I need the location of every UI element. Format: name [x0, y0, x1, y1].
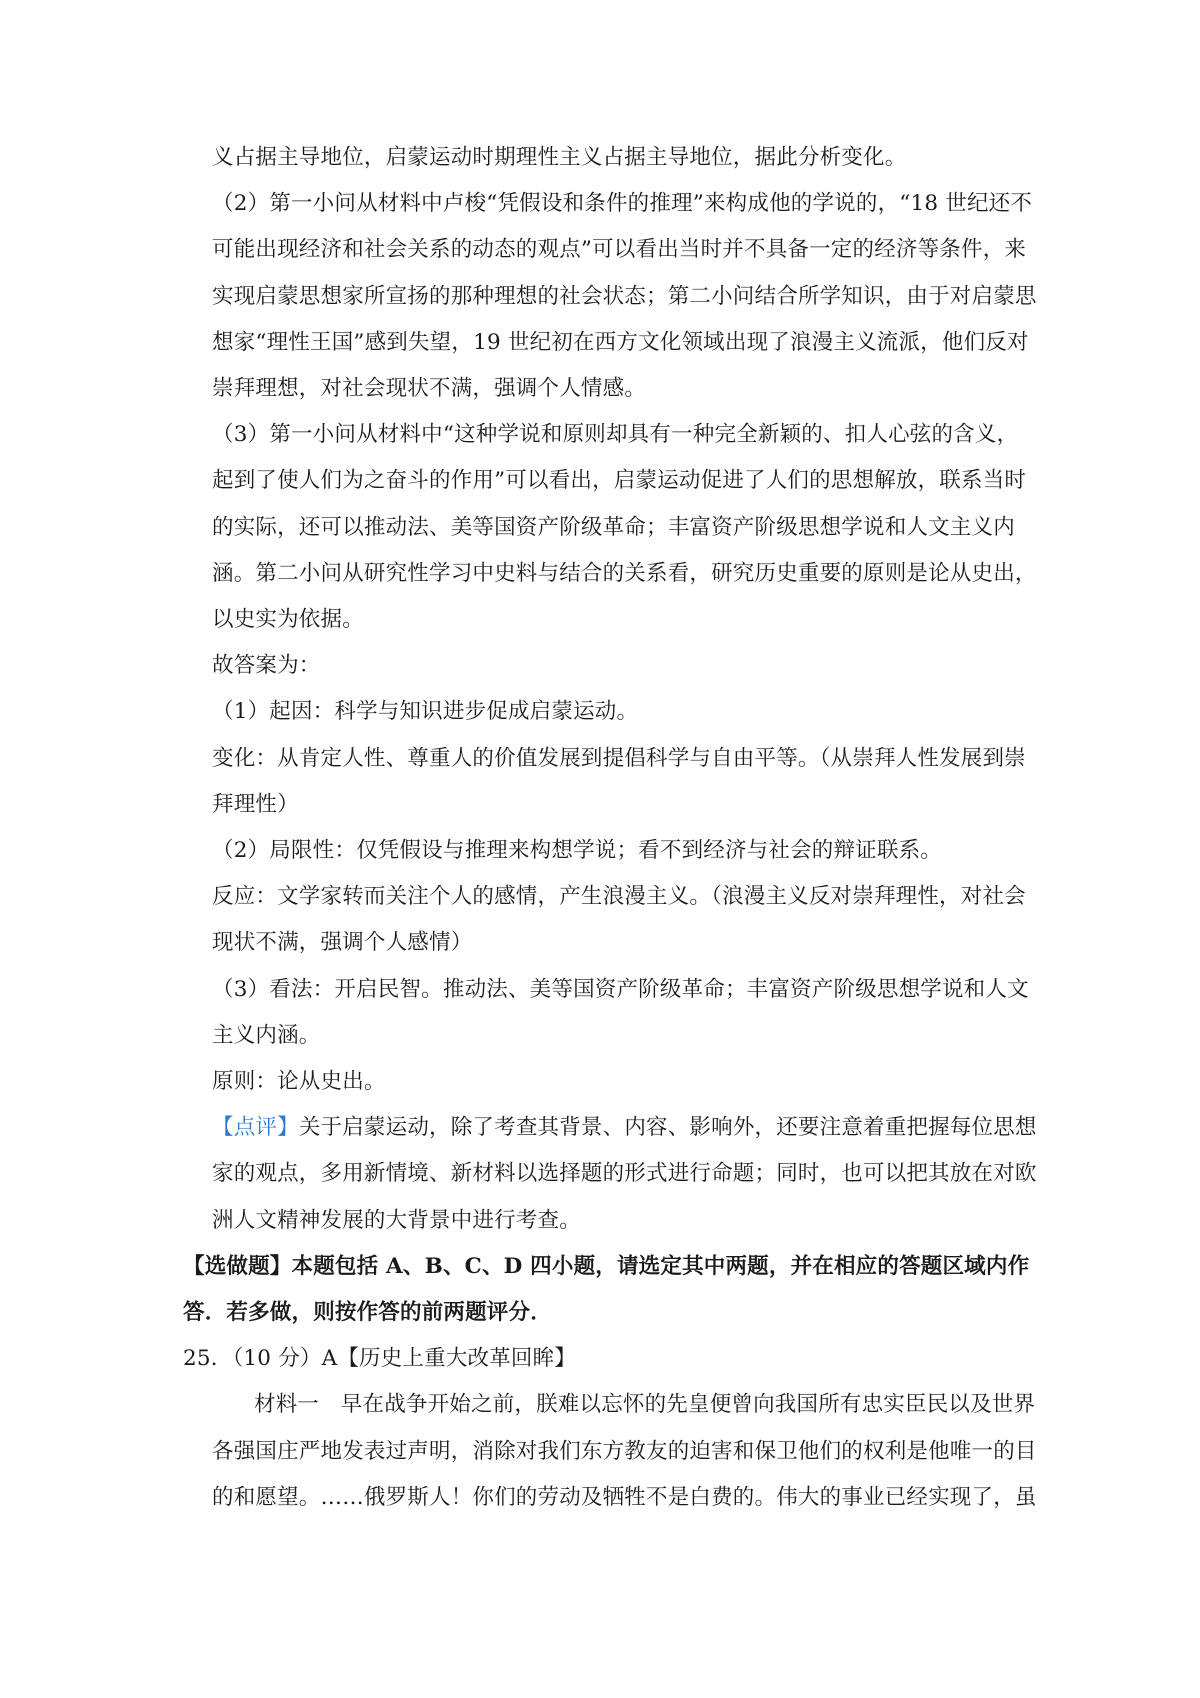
question-25-header: 25．（10 分）A【历史上重大改革回眸】: [183, 1346, 577, 1371]
answer-line: （3）看法：开启民智。推动法、美等国资产阶级革命；丰富资产阶级思想学说和人文: [212, 977, 1029, 1002]
analysis-line: 想家“理性王国”感到失望，19 世纪初在西方文化领域出现了浪漫主义流派，他们反对: [212, 330, 1029, 355]
answer-line: 原则：论从史出。: [212, 1069, 386, 1094]
answer-line: 变化：从肯定人性、尊重人的价值发展到提倡科学与自由平等。（从崇拜人性发展到崇: [212, 746, 1026, 771]
answer-line: （1）起因：科学与知识进步促成启蒙运动。: [212, 699, 639, 724]
analysis-line: 崇拜理想，对社会现状不满，强调个人情感。: [212, 376, 647, 401]
comment-text: 关于启蒙运动，除了考查其背景、内容、影响外，还要注意着重把握每位思想: [298, 1115, 1037, 1140]
analysis-line: （2）第一小问从材料中卢梭“凭假设和条件的推理”来构成他的学说的，“18 世纪还不: [212, 191, 1033, 216]
answer-line: 现状不满，强调个人感情）: [212, 930, 473, 955]
question-25-material-line: 材料一 早在战争开始之前，朕难以忘怀的先皇便曾向我国所有忠实臣民以及世界: [254, 1392, 1036, 1417]
answer-line: （2）局限性：仅凭假设与推理来构想学说；看不到经济与社会的辩证联系。: [212, 838, 942, 863]
question-25-material-line: 的和愿望。……俄罗斯人！你们的劳动及牺牲不是白费的。伟大的事业已经实现了，虽: [212, 1485, 1037, 1510]
elective-instructions-line-2: 答．若多做，则按作答的前两题评分．: [183, 1300, 552, 1325]
comment-line-2: 家的观点，多用新情境、新材料以选择题的形式进行命题；同时，也可以把其放在对欧: [212, 1161, 1037, 1186]
answer-line: 反应：文学家转而关注个人的感情，产生浪漫主义。（浪漫主义反对崇拜理性，对社会: [212, 884, 1026, 909]
answer-intro: 故答案为：: [212, 653, 321, 678]
answer-line: 主义内涵。: [212, 1023, 321, 1048]
analysis-line: 可能出现经济和社会关系的动态的观点”可以看出当时并不具备一定的经济等条件，来: [212, 237, 1027, 262]
analysis-line: 涵。第二小问从研究性学习中史料与结合的关系看，研究历史重要的原则是论从史出，: [212, 561, 1037, 586]
analysis-line: 以史实为依据。: [212, 607, 364, 632]
comment-tag: 【点评】: [212, 1115, 299, 1140]
analysis-line: 义占据主导地位，启蒙运动时期理性主义占据主导地位，据此分析变化。: [212, 145, 907, 170]
analysis-line: 起到了使人们为之奋斗的作用”可以看出，启蒙运动促进了人们的思想解放，联系当时: [212, 468, 1027, 493]
elective-instructions-line-1: 【选做题】本题包括 A、B、C、D 四小题，请选定其中两题，并在相应的答题区域内作: [183, 1254, 1030, 1279]
analysis-line: 实现启蒙思想家所宣扬的那种理想的社会状态；第二小问结合所学知识，由于对启蒙思: [212, 284, 1037, 309]
answer-line: 拜理性）: [212, 792, 299, 817]
analysis-line: （3）第一小问从材料中“这种学说和原则却具有一种完全新颖的、扣人心弦的含义，: [212, 422, 1019, 447]
analysis-line: 的实际，还可以推动法、美等国资产阶级革命；丰富资产阶级思想学说和人文主义内: [212, 515, 1015, 540]
comment-line-1: [212, 1113, 1037, 1143]
comment-line-3: 洲人文精神发展的大背景中进行考查。: [212, 1208, 581, 1233]
question-25-material-line: 各强国庄严地发表过声明，消除对我们东方教友的迫害和保卫他们的权利是他唯一的目: [212, 1439, 1037, 1464]
